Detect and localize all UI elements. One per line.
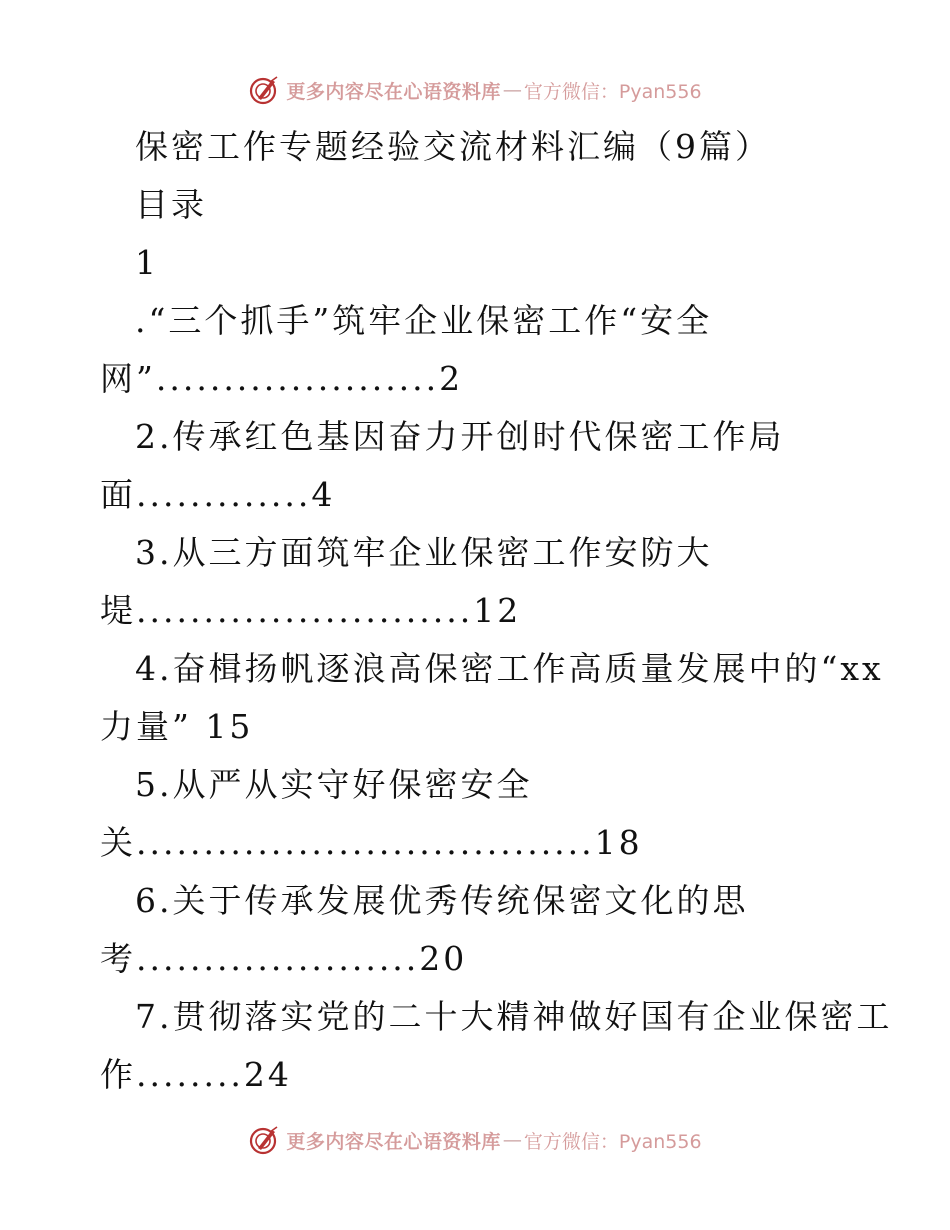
toc-line: 4.奋楫扬帆逐浪高保密工作高质量发展中的“xx [135, 649, 884, 688]
toc-line: 5.从严从实守好保密安全 [135, 765, 533, 804]
document-title: 保密工作专题经验交流材料汇编（9篇） [135, 127, 771, 166]
watermark-text: 更多内容尽在心语资料库 [286, 80, 501, 103]
header-watermark-banner [0, 70, 950, 110]
toc-line: 3.从三方面筑牢企业保密工作安防大 [135, 533, 713, 572]
toc-line: 考.....................20 [100, 939, 468, 978]
toc-line: 1 [135, 243, 159, 282]
toc-line: 2.传承红色基因奋力开创时代保密工作局 [135, 417, 785, 456]
toc-line: 7.贯彻落实党的二十大精神做好国有企业保密工 [135, 997, 893, 1036]
watermark-text: 更多内容尽在心语资料库 [286, 1130, 501, 1153]
toc-line: 作........24 [100, 1055, 292, 1094]
watermark-separator: — [502, 79, 522, 101]
footer-watermark-banner [0, 1120, 950, 1160]
toc-line: 关..................................18 [100, 823, 643, 862]
watermark-contact: 官方微信：Pyan556 [523, 1130, 702, 1153]
toc-line: 堤.........................12 [100, 591, 522, 630]
toc-line: 力量” 15 [100, 707, 254, 746]
toc-heading: 目录 [135, 185, 207, 224]
watermark-separator: — [502, 1129, 522, 1151]
quill-logo-icon [248, 1124, 280, 1156]
toc-line: 6.关于传承发展优秀传统保密文化的思 [135, 881, 749, 920]
quill-logo-icon [248, 74, 280, 106]
toc-line: .“三个抓手”筑牢企业保密工作“安全 [135, 301, 713, 340]
toc-line: 面.............4 [100, 475, 336, 514]
watermark-contact: 官方微信：Pyan556 [523, 80, 702, 103]
toc-line: 网”.....................2 [100, 359, 464, 398]
